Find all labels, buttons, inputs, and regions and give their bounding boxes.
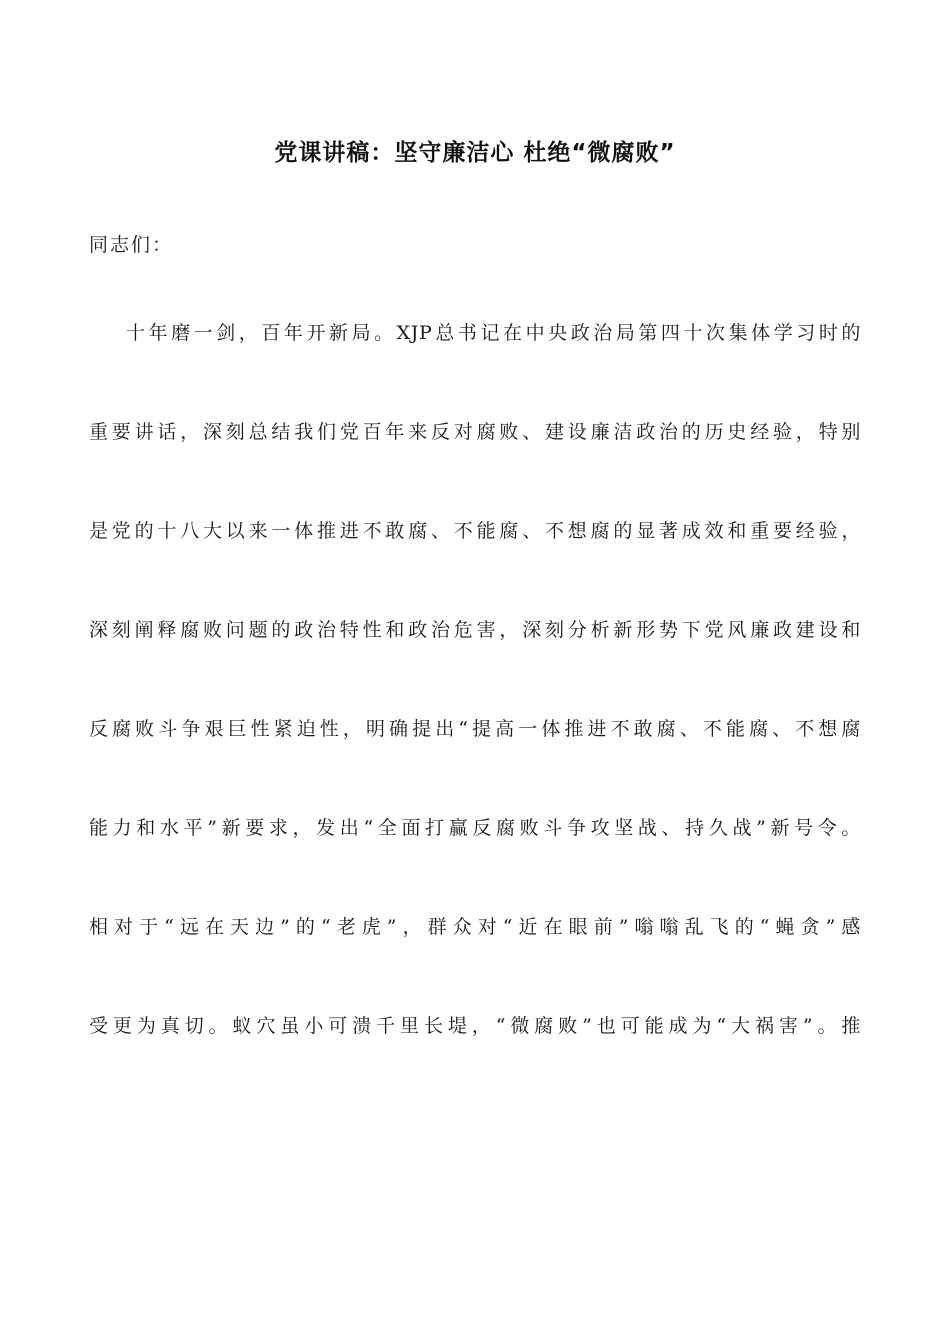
salutation: 同志们： [89, 234, 174, 256]
paragraph-line: 相对于“远在天边”的“老虎”，群众对“近在眼前”嗡嗡乱飞的“蝇贪”感 [89, 916, 861, 938]
paragraph-line: 是党的十八大以来一体推进不敢腐、不能腐、不想腐的显著成效和重要经验， [89, 520, 861, 542]
paragraph-line: 受更为真切。蚁穴虽小可溃千里长堤，“微腐败”也可能成为“大祸害”。推 [89, 1015, 861, 1037]
paragraph-line: 重要讲话，深刻总结我们党百年来反对腐败、建设廉洁政治的历史经验，特别 [89, 421, 861, 443]
paragraph-line: 十年磨一剑，百年开新局。XJP总书记在中央政治局第四十次集体学习时的 [126, 322, 861, 344]
paragraph-line: 反腐败斗争艰巨性紧迫性，明确提出“提高一体推进不敢腐、不能腐、不想腐 [89, 718, 861, 740]
paragraph-line: 深刻阐释腐败问题的政治特性和政治危害，深刻分析新形势下党风廉政建设和 [89, 619, 861, 641]
paragraph-line: 能力和水平”新要求，发出“全面打赢反腐败斗争攻坚战、持久战”新号令。 [89, 817, 861, 839]
document-title: 党课讲稿：坚守廉洁心 杜绝“微腐败” [274, 140, 676, 166]
